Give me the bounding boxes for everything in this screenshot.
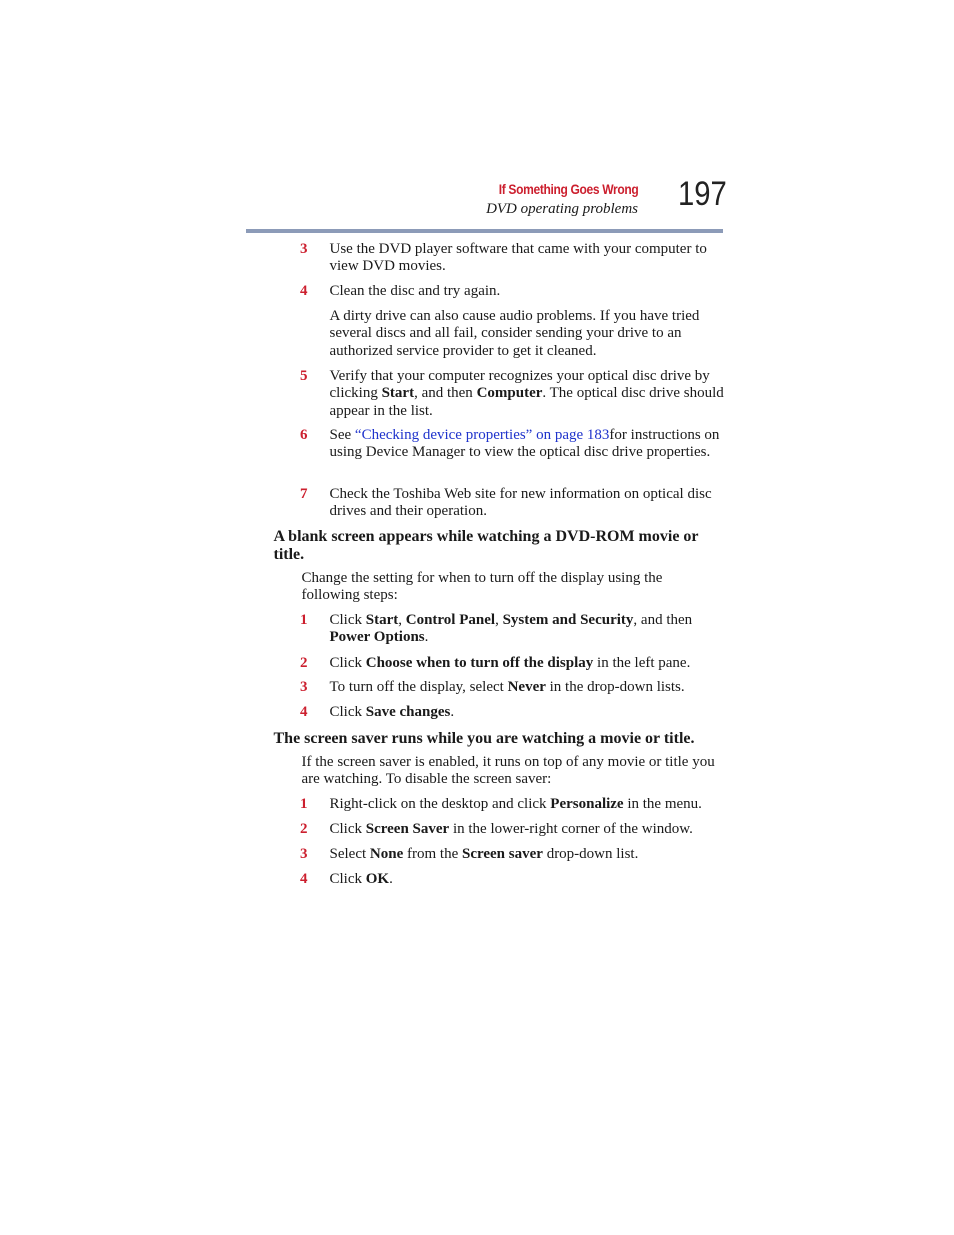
note-paragraph: A dirty drive can also cause audio problems. If you have tried several discs and all fail, consider sending your drive to an authorized service provider to get it cleaned. bbox=[329, 308, 700, 359]
step-number: 4 bbox=[300, 283, 308, 299]
blank-step-3 bbox=[300, 679, 724, 696]
step-number: 6 bbox=[300, 427, 308, 443]
step-text: Verify that your computer recognizes your optical disc drive by clicking Start, and then Computer. The optical disc drive should appear in the list. bbox=[329, 368, 724, 419]
saver-step-4 bbox=[300, 871, 724, 888]
step-number: 3 bbox=[300, 241, 308, 257]
step-7 bbox=[300, 486, 724, 521]
step-number: 2 bbox=[300, 655, 308, 671]
step-5 bbox=[300, 368, 724, 420]
saver-step-3 bbox=[300, 846, 724, 863]
step-number: 1 bbox=[300, 796, 308, 812]
start-term: Start bbox=[381, 385, 415, 402]
step-text: Clean the disc and try again. bbox=[329, 283, 501, 299]
step-number: 2 bbox=[300, 821, 308, 837]
step-number: 3 bbox=[300, 846, 308, 862]
step-text: Click OK. bbox=[329, 871, 393, 887]
intro-paragraph: Change the setting for when to turn off the display using the following steps: bbox=[301, 570, 663, 604]
section-heading-screen-saver: The screen saver runs while you are watching a movie or title. bbox=[273, 730, 695, 747]
step-3 bbox=[300, 241, 724, 276]
computer-term: Computer bbox=[476, 385, 543, 402]
step-4 bbox=[300, 283, 724, 300]
step-6 bbox=[300, 427, 724, 462]
section-title: DVD operating problems bbox=[486, 201, 638, 217]
step-text: Right-click on the desktop and click Personalize in the menu. bbox=[329, 796, 702, 812]
step-text: Click Start, Control Panel, System and Security, and then Power Options. bbox=[329, 612, 693, 646]
step-text: Check the Toshiba Web site for new information on optical disc drives and their operation. bbox=[329, 486, 712, 520]
header-divider bbox=[246, 229, 723, 233]
saver-step-1 bbox=[300, 796, 724, 813]
saver-step-2 bbox=[300, 821, 724, 838]
step-text: Click Save changes. bbox=[329, 704, 455, 720]
step-number: 1 bbox=[300, 612, 308, 628]
step-number: 3 bbox=[300, 679, 308, 695]
section-heading-blank-screen: A blank screen appears while watching a DVD-ROM movie or title. bbox=[273, 528, 699, 563]
blank-step-1 bbox=[300, 612, 724, 647]
step-text: To turn off the display, select Never in the drop-down lists. bbox=[329, 679, 685, 695]
cross-reference-link[interactable]: “Checking device properties” on page 183 bbox=[354, 427, 610, 443]
step-text: Use the DVD player software that came with your computer to view DVD movies. bbox=[329, 241, 707, 275]
page-number: 197 bbox=[678, 175, 727, 213]
blank-step-2 bbox=[300, 655, 724, 672]
step-number: 4 bbox=[300, 704, 308, 720]
intro-paragraph: If the screen saver is enabled, it runs on top of any movie or title you are watching. To disable the screen saver: bbox=[301, 754, 715, 788]
step-number: 4 bbox=[300, 871, 308, 887]
step-text: Click Screen Saver in the lower-right corner of the window. bbox=[329, 821, 693, 837]
blank-step-4 bbox=[300, 704, 724, 721]
step-number: 5 bbox=[300, 368, 308, 384]
step-number: 7 bbox=[300, 486, 308, 502]
chapter-title: If Something Goes Wrong bbox=[498, 181, 638, 197]
step-text: Select None from the Screen saver drop-down list. bbox=[329, 846, 639, 862]
step-text: Click Choose when to turn off the display in the left pane. bbox=[329, 655, 691, 671]
step-text: See “Checking device properties” on page 183for instructions on using Device Manager to view the optical disc drive properties. bbox=[329, 427, 720, 461]
